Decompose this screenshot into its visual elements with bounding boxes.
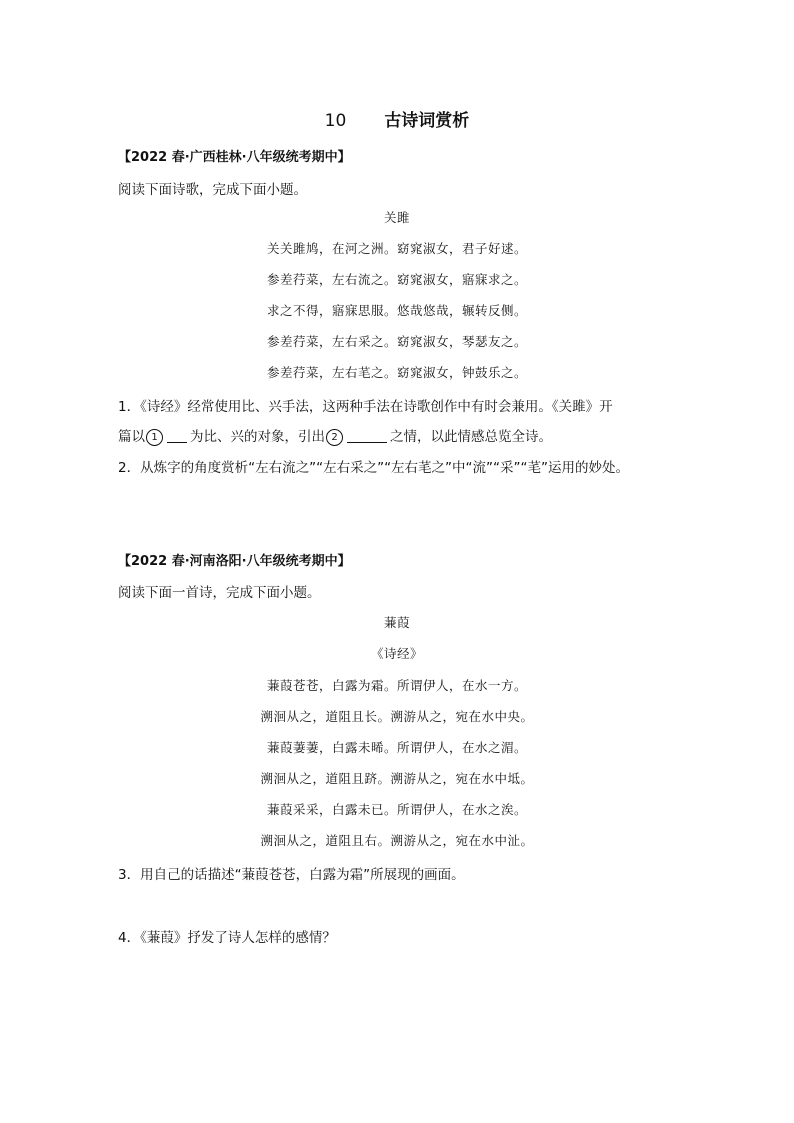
question-4: 4．《蒹葭》抒发了诗人怎样的感情？ [118, 930, 336, 946]
page-title [0, 106, 794, 131]
poem1-title: 关雎 [383, 210, 410, 225]
poem2-title: 蒹葭 [383, 615, 410, 630]
section2-source: 【2022 春·河南洛阳·八年级统考期中】 [118, 554, 351, 569]
poem1-line: 参差荇菜，左右芼之。窈窕淑女，钟鼓乐之。 [266, 365, 527, 380]
question-1-line1: 1．《诗经》经常使用比、兴手法，这两种手法在诗歌创作中有时会兼用。《关雎》开 [118, 399, 613, 415]
poem1-line: 参差荇菜，左右流之。窈窕淑女，寤寐求之。 [266, 272, 527, 287]
chapter-title: 古诗词赏析 [384, 111, 470, 131]
section2-instruction: 阅读下面一首诗，完成下面小题。 [118, 585, 321, 601]
poem1-line: 参差荇菜，左右采之。窈窕淑女，琴瑟友之。 [266, 334, 527, 349]
poem1-line: 关关雎鸠，在河之洲。窈窕淑女，君子好逑。 [266, 241, 527, 256]
poem2-line: 蒹葭萋萋，白露未晞。所谓伊人，在水之湄。 [266, 740, 527, 755]
poem2-line: 蒹葭苍苍，白露为霜。所谓伊人，在水一方。 [266, 678, 527, 693]
poem2-line: 溯洄从之，道阻且右。溯游从之，宛在水中沚。 [260, 833, 534, 848]
q1-text-b: 为比、兴的对象，引出 [190, 429, 325, 445]
poem2-line: 蒹葭采采，白露未已。所谓伊人，在水之涘。 [266, 802, 527, 817]
q1-text-a: 篇以 [118, 429, 145, 445]
poem2-line: 溯洄从之，道阻且跻。溯游从之，宛在水中坻。 [260, 771, 534, 786]
blank-marker-2: 2 [326, 429, 343, 446]
poem2-source: 《诗经》 [370, 646, 423, 661]
section1-source: 【2022 春·广西桂林·八年级统考期中】 [118, 150, 351, 165]
question-3: 3．用自己的话描述“蒹葭苍苍，白露为霜”所展现的画面。 [118, 867, 465, 883]
question-2: 2．从炼字的角度赏析“左右流之”“左右采之”“左右芼之”中“流”“采”“芼”运用的妙处。 [118, 460, 630, 476]
answer-blank-2[interactable] [347, 428, 387, 443]
chapter-number: 10 [324, 111, 347, 131]
poem1-line: 求之不得，寤寐思服。悠哉悠哉，辗转反侧。 [266, 303, 527, 318]
poem2-line: 溯洄从之，道阻且长。溯游从之，宛在水中央。 [260, 709, 534, 724]
q1-text-c: 之情，以此情感总览全诗。 [390, 429, 552, 445]
section1-instruction: 阅读下面诗歌，完成下面小题。 [118, 182, 307, 198]
blank-marker-1: 1 [146, 429, 163, 446]
question-1-line2 [118, 425, 552, 446]
answer-blank-1[interactable] [167, 428, 187, 443]
